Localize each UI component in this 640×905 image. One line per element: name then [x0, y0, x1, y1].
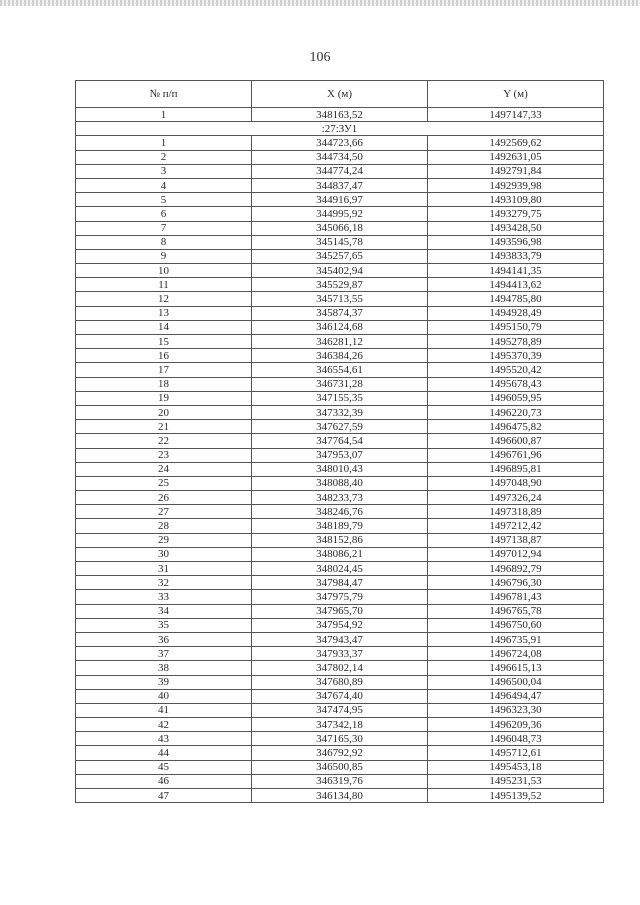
cell-y: 1496892,79	[428, 562, 604, 576]
cell-x: 347155,35	[252, 391, 428, 405]
cell-number: 7	[76, 221, 252, 235]
table-row-lead	[76, 108, 604, 122]
cell-x: 348088,40	[252, 476, 428, 490]
cell-number: 14	[76, 320, 252, 334]
cell-x: 346554,61	[252, 363, 428, 377]
page-number: 106	[309, 50, 331, 65]
table-row	[76, 789, 604, 803]
cell-number: 41	[76, 703, 252, 717]
cell-number: 21	[76, 420, 252, 434]
table-row	[76, 491, 604, 505]
cell-y: 1494413,62	[428, 278, 604, 292]
table-row	[76, 505, 604, 519]
table-row	[76, 434, 604, 448]
cell-x: 347975,79	[252, 590, 428, 604]
cell-x: 347342,18	[252, 718, 428, 732]
table-row	[76, 604, 604, 618]
cell-x: 345145,78	[252, 235, 428, 249]
table-row	[76, 178, 604, 192]
table-row	[76, 746, 604, 760]
cell-x: 347943,47	[252, 632, 428, 646]
cell-y: 1493833,79	[428, 249, 604, 263]
cell-y: 1495520,42	[428, 363, 604, 377]
cell-y: 1496323,30	[428, 703, 604, 717]
cell-number: 24	[76, 462, 252, 476]
cell-y: 1497212,42	[428, 519, 604, 533]
cell-number: 38	[76, 661, 252, 675]
cell-x: 347332,39	[252, 405, 428, 419]
cell-y: 1496781,43	[428, 590, 604, 604]
table-row	[76, 391, 604, 405]
cell-x: 348010,43	[252, 462, 428, 476]
table-row	[76, 405, 604, 419]
cell-y: 1493428,50	[428, 221, 604, 235]
cell-x: 347627,59	[252, 420, 428, 434]
table-row	[76, 547, 604, 561]
cell-number: 28	[76, 519, 252, 533]
header-y: Y (м)	[428, 81, 604, 108]
cell-number: 47	[76, 789, 252, 803]
cell-x: 346731,28	[252, 377, 428, 391]
cell-number: 8	[76, 235, 252, 249]
cell-x: 345713,55	[252, 292, 428, 306]
cell-y: 1496724,08	[428, 647, 604, 661]
cell-x: 347953,07	[252, 448, 428, 462]
cell-y: 1495231,53	[428, 774, 604, 788]
cell-x: 347165,30	[252, 732, 428, 746]
cell-x: 345402,94	[252, 264, 428, 278]
cell-x: 346134,80	[252, 789, 428, 803]
table-row	[76, 249, 604, 263]
table-row	[76, 760, 604, 774]
table-row	[76, 703, 604, 717]
cell-x: 346124,68	[252, 320, 428, 334]
cell-number: 4	[76, 178, 252, 192]
cell-number: 23	[76, 448, 252, 462]
cell-number: 40	[76, 689, 252, 703]
cell-number: 17	[76, 363, 252, 377]
cell-y: 1492569,62	[428, 136, 604, 150]
cell-y: 1494141,35	[428, 264, 604, 278]
cell-number: 45	[76, 760, 252, 774]
cell-y: 1496600,87	[428, 434, 604, 448]
cell-y: 1496615,13	[428, 661, 604, 675]
cell-x: 348152,86	[252, 533, 428, 547]
cell-y: 1492939,98	[428, 178, 604, 192]
cell-x: 348024,45	[252, 562, 428, 576]
table-row	[76, 278, 604, 292]
cell-x: 345874,37	[252, 306, 428, 320]
cell-x: 347965,70	[252, 604, 428, 618]
table-row	[76, 576, 604, 590]
cell-number: 31	[76, 562, 252, 576]
coordinates-table	[75, 80, 604, 803]
table-row	[76, 193, 604, 207]
cell-x: 344734,50	[252, 150, 428, 164]
cell-number: 16	[76, 349, 252, 363]
cell-x: 346319,76	[252, 774, 428, 788]
section-label: :27:ЗУ1	[76, 122, 604, 136]
table-row	[76, 292, 604, 306]
header-number: № п/п	[76, 81, 252, 108]
cell-number: 43	[76, 732, 252, 746]
cell-y: 1495150,79	[428, 320, 604, 334]
table-row	[76, 732, 604, 746]
section-row	[76, 122, 604, 136]
cell-y: 1495712,61	[428, 746, 604, 760]
table-row	[76, 533, 604, 547]
cell-number: 2	[76, 150, 252, 164]
cell-number: 30	[76, 547, 252, 561]
cell-number: 37	[76, 647, 252, 661]
cell-y: 1492791,84	[428, 164, 604, 178]
table-row	[76, 448, 604, 462]
cell-y: 1494785,80	[428, 292, 604, 306]
table-row	[76, 349, 604, 363]
table-row	[76, 618, 604, 632]
cell-x: 344774,24	[252, 164, 428, 178]
cell-y: 1496209,36	[428, 718, 604, 732]
cell-number: 39	[76, 675, 252, 689]
cell-x: 348246,76	[252, 505, 428, 519]
cell-x: 347674,40	[252, 689, 428, 703]
table-row	[76, 774, 604, 788]
cell-number: 9	[76, 249, 252, 263]
cell-number: 27	[76, 505, 252, 519]
cell-x: 345257,65	[252, 249, 428, 263]
cell-number: 1	[76, 108, 252, 122]
cell-x: 347680,89	[252, 675, 428, 689]
table-row	[76, 320, 604, 334]
cell-number: 15	[76, 335, 252, 349]
cell-number: 29	[76, 533, 252, 547]
cell-y: 1496220,73	[428, 405, 604, 419]
cell-number: 20	[76, 405, 252, 419]
cell-y: 1497326,24	[428, 491, 604, 505]
cell-x: 344723,66	[252, 136, 428, 150]
cell-number: 1	[76, 136, 252, 150]
table-row	[76, 164, 604, 178]
cell-x: 346500,85	[252, 760, 428, 774]
cell-number: 35	[76, 618, 252, 632]
cell-y: 1497138,87	[428, 533, 604, 547]
cell-y: 1496765,78	[428, 604, 604, 618]
cell-y: 1497147,33	[428, 108, 604, 122]
cell-number: 32	[76, 576, 252, 590]
table-row	[76, 519, 604, 533]
table-row	[76, 632, 604, 646]
table-row	[76, 235, 604, 249]
cell-y: 1496761,96	[428, 448, 604, 462]
cell-number: 6	[76, 207, 252, 221]
cell-x: 346281,12	[252, 335, 428, 349]
cell-y: 1495278,89	[428, 335, 604, 349]
cell-number: 34	[76, 604, 252, 618]
cell-number: 3	[76, 164, 252, 178]
table-body	[76, 108, 604, 803]
cell-number: 33	[76, 590, 252, 604]
cell-x: 347954,92	[252, 618, 428, 632]
table-row	[76, 377, 604, 391]
cell-number: 22	[76, 434, 252, 448]
cell-y: 1495453,18	[428, 760, 604, 774]
table-row	[76, 264, 604, 278]
cell-y: 1496735,91	[428, 632, 604, 646]
cell-x: 347933,37	[252, 647, 428, 661]
table-row	[76, 647, 604, 661]
table-row	[76, 207, 604, 221]
cell-number: 12	[76, 292, 252, 306]
cell-y: 1496500,04	[428, 675, 604, 689]
cell-y: 1496750,60	[428, 618, 604, 632]
table-row	[76, 363, 604, 377]
cell-x: 345529,87	[252, 278, 428, 292]
table-row	[76, 661, 604, 675]
cell-number: 36	[76, 632, 252, 646]
cell-number: 18	[76, 377, 252, 391]
cell-y: 1493596,98	[428, 235, 604, 249]
cell-number: 25	[76, 476, 252, 490]
header-x: X (м)	[252, 81, 428, 108]
table-row	[76, 462, 604, 476]
cell-y: 1493279,75	[428, 207, 604, 221]
table-row	[76, 718, 604, 732]
cell-y: 1495370,39	[428, 349, 604, 363]
cell-number: 26	[76, 491, 252, 505]
cell-x: 344916,97	[252, 193, 428, 207]
cell-x: 347984,47	[252, 576, 428, 590]
cell-number: 44	[76, 746, 252, 760]
cell-number: 42	[76, 718, 252, 732]
cell-x: 348189,79	[252, 519, 428, 533]
cell-y: 1496796,30	[428, 576, 604, 590]
table-row	[76, 335, 604, 349]
cell-x: 345066,18	[252, 221, 428, 235]
cell-number: 46	[76, 774, 252, 788]
cell-x: 346792,92	[252, 746, 428, 760]
cell-x: 344995,92	[252, 207, 428, 221]
cell-number: 11	[76, 278, 252, 292]
cell-x: 344837,47	[252, 178, 428, 192]
cell-number: 10	[76, 264, 252, 278]
cell-x: 348233,73	[252, 491, 428, 505]
table-row	[76, 150, 604, 164]
cell-y: 1492631,05	[428, 150, 604, 164]
cell-x: 347764,54	[252, 434, 428, 448]
cell-x: 348086,21	[252, 547, 428, 561]
cell-y: 1496475,82	[428, 420, 604, 434]
cell-x: 347802,14	[252, 661, 428, 675]
table-row	[76, 562, 604, 576]
cell-number: 13	[76, 306, 252, 320]
table-header-row	[76, 81, 604, 108]
table-row	[76, 476, 604, 490]
cell-y: 1497012,94	[428, 547, 604, 561]
table-row	[76, 306, 604, 320]
table-row	[76, 221, 604, 235]
table-row	[76, 420, 604, 434]
cell-y: 1494928,49	[428, 306, 604, 320]
table-row	[76, 590, 604, 604]
cell-y: 1495139,52	[428, 789, 604, 803]
cell-y: 1496895,81	[428, 462, 604, 476]
table-row	[76, 136, 604, 150]
cell-x: 346384,26	[252, 349, 428, 363]
cell-number: 5	[76, 193, 252, 207]
cell-x: 348163,52	[252, 108, 428, 122]
cell-y: 1496048,73	[428, 732, 604, 746]
table-row	[76, 689, 604, 703]
cell-y: 1496494,47	[428, 689, 604, 703]
cell-number: 19	[76, 391, 252, 405]
table-row	[76, 675, 604, 689]
cell-x: 347474,95	[252, 703, 428, 717]
cell-y: 1497318,89	[428, 505, 604, 519]
cell-y: 1493109,80	[428, 193, 604, 207]
cell-y: 1496059,95	[428, 391, 604, 405]
cell-y: 1497048,90	[428, 476, 604, 490]
scan-top-edge	[0, 0, 640, 6]
cell-y: 1495678,43	[428, 377, 604, 391]
